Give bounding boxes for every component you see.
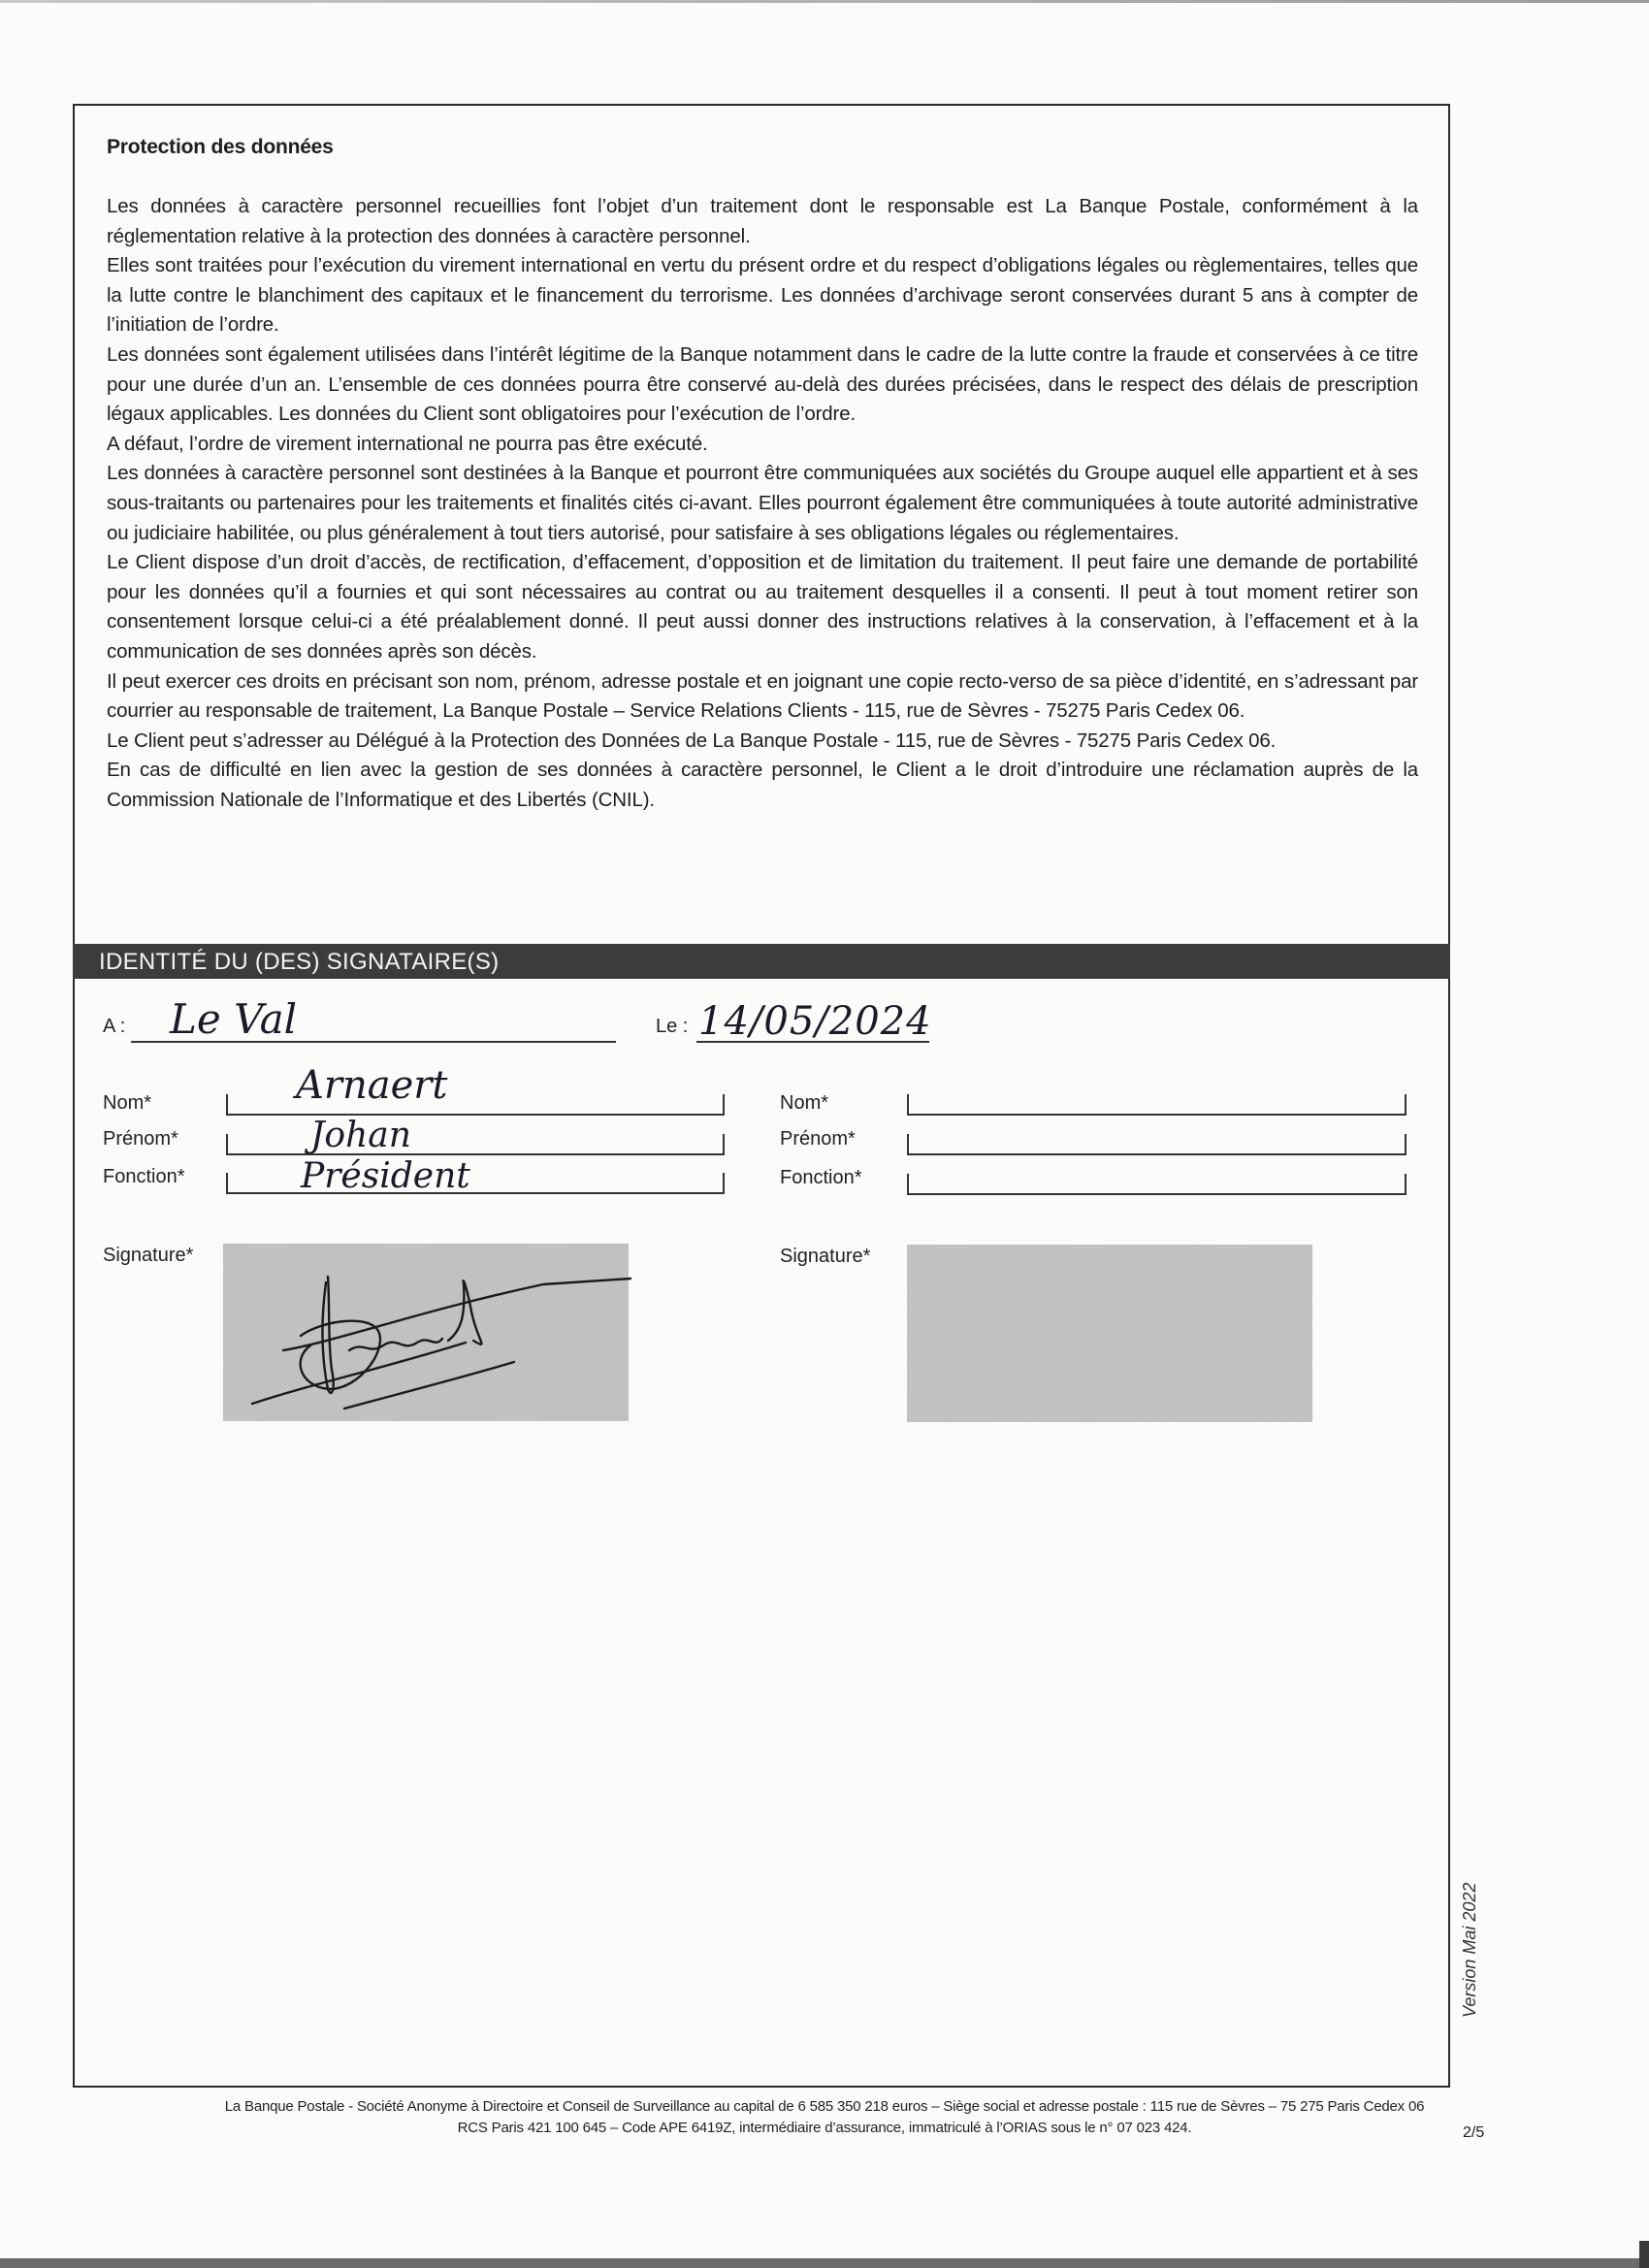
privacy-section-title: Protection des données <box>107 136 334 158</box>
place-label: A : <box>103 1016 126 1037</box>
version-label: Version Mai 2022 <box>1460 1882 1479 2018</box>
date-value: 14/05/2024 <box>698 999 932 1044</box>
privacy-paragraph: Il peut exercer ces droits en précisant son nom, prénom, adresse postale et en joignant une copie recto-verso de sa pièce d’identité, en s’adressant par courrier au responsable de traitement, La Banque Postale – Service Relations Clients - 115, rue de Sèvres - 75275 Paris Cedex 06. <box>107 669 1418 723</box>
date-label: Le : <box>656 1016 689 1037</box>
privacy-paragraph: En cas de difficulté en lien avec la gestion de ses données à caractère personnel, le Client a le droit d’introduire une réclamation auprès de la Commission Nationale de l’Informatique et des Libertés (CNIL). <box>107 759 1418 811</box>
left-prenom-field[interactable] <box>226 1134 725 1155</box>
right-prenom-field[interactable] <box>907 1134 1406 1155</box>
privacy-paragraph: Le Client peut s’adresser au Délégué à la Protection des Données de La Banque Postale - 115, rue de Sèvres - 75275 Paris Cedex 06. <box>107 729 1277 752</box>
right-signature-box[interactable] <box>907 1245 1312 1422</box>
left-nom-label: Nom* <box>103 1092 152 1114</box>
scan-edge-bottom <box>0 2258 1649 2268</box>
privacy-paragraph: Les données à caractère personnel sont destinées à la Banque et pourront être communiquées aux sociétés du Groupe auquel elle appartient et à ses sous-traitants ou partenaires pour les traitements et finalités cités ci-avant. Elles pourront également être communiquées à toute autorité administrative ou judiciaire habilitée, ou plus généralement à tout tiers autorisé, pour satisfaire à ses obligations légales ou réglementaires. <box>107 462 1418 544</box>
privacy-text <box>107 192 1418 815</box>
right-fonction-field[interactable] <box>907 1174 1406 1195</box>
privacy-paragraph: Les données à caractère personnel recueillies font l’objet d’un traitement dont le responsable est La Banque Postale, conformément à la réglementation relative à la protection des données à caractère personnel. <box>107 195 1418 247</box>
right-nom-label: Nom* <box>780 1092 829 1114</box>
right-nom-field[interactable] <box>907 1094 1406 1116</box>
page-number: 2/5 <box>1463 2124 1485 2141</box>
scan-edge-corner <box>1639 2241 1649 2268</box>
signatories-section-title: IDENTITÉ DU (DES) SIGNATAIRE(S) <box>99 949 500 975</box>
left-prenom-label: Prénom* <box>103 1128 178 1150</box>
scan-edge-top <box>0 0 1649 3</box>
footer-legal-line-1: La Banque Postale - Société Anonyme à Directoire et Conseil de Surveillance au capital de 6 585 350 218 euros – Siège social et adresse postale : 115 rue de Sèvres – 75 275 Paris Cedex 06 <box>224 2098 1425 2115</box>
left-prenom-value: Johan <box>310 1116 411 1155</box>
privacy-paragraph: A défaut, l’ordre de virement international ne pourra pas être exécuté. <box>107 432 708 455</box>
right-prenom-label: Prénom* <box>780 1128 856 1150</box>
right-fonction-label: Fonction* <box>780 1167 862 1188</box>
handwritten-signature-icon <box>223 1244 708 1421</box>
left-signature-label: Signature* <box>103 1245 194 1266</box>
left-nom-value: Arnaert <box>296 1063 448 1108</box>
left-fonction-label: Fonction* <box>103 1166 185 1187</box>
left-fonction-value: Président <box>301 1156 470 1196</box>
privacy-paragraph: Les données sont également utilisées dans l’intérêt légitime de la Banque notamment dans le cadre de la lutte contre la fraude et conservées à ce titre pour une durée d’un an. L’ensemble de ces données pourra être conservé au-delà des durées précisées, dans le respect des délais de prescription légaux applicables. Les données du Client sont obligatoires pour l’exécution de l’ordre. <box>107 342 1418 426</box>
right-signature-label: Signature* <box>780 1246 871 1267</box>
place-value: Le Val <box>170 995 298 1043</box>
footer-legal-line-2: RCS Paris 421 100 645 – Code APE 6419Z, intermédiaire d’assurance, immatriculé à l’ORIAS sous le n° 07 023 424. <box>457 2120 1192 2136</box>
privacy-paragraph: Elles sont traitées pour l’exécution du virement international en vertu du présent ordre et du respect d’obligations légales ou règlementaires, telles que la lutte contre le blanchiment des capitaux et le financement du terrorisme. Les données d’archivage seront conservées durant 5 ans à compter de l’initiation de l’ordre. <box>107 254 1418 337</box>
privacy-paragraph: Le Client dispose d’un droit d’accès, de rectification, d’effacement, d’opposition et de limitation du traitement. Il peut faire une demande de portabilité pour les données qu’il a fournies et qui sont nécessaires au contrat ou au traitement desquelles il a consenti. Il peut à tout moment retirer son consentement lorsque celui-ci a été préalablement donné. Il peut aussi donner des instructions relatives à la conservation, à l’effacement et à la communication de ses données après son décès. <box>107 551 1418 663</box>
